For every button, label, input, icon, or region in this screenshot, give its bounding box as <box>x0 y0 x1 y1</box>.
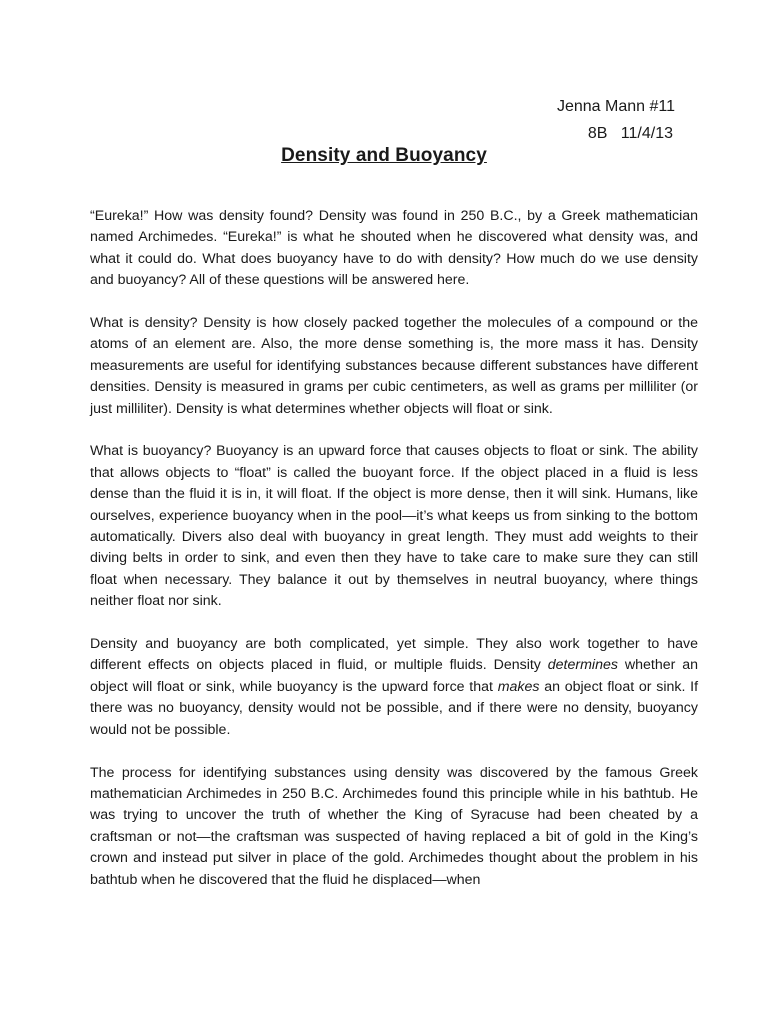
paragraph-text: whether an object will float or sink, while buoyancy is the upward force that <box>90 657 699 695</box>
emphasis-determines: determines <box>547 657 618 674</box>
paragraph-text: Density and buoyancy are both complicated, yet simple. They also work together to have different effects on objects placed in fluid, or multiple fluids. Density <box>90 636 698 674</box>
paragraph-buoyancy: What is buoyancy? Buoyancy is an upward force that causes objects to float or sink. The ability that allows objects to “float” is called the buoyant force. If the object placed in a fluid is less dense than the fluid it is in, it will float. If the object is more dense, then it will sink. Humans, like ourselves, experience buoyancy when in the pool—it’s what keeps us from sinking to the bottom automatically. Divers also deal with buoyancy in great length. They must add weights to their diving belts in order to sink, and even then they have to take care to make sure they can still float when necessary. They balance it out by themselves in neutral buoyancy, where things neither float nor sink. <box>90 443 698 610</box>
emphasis-makes: makes <box>497 678 540 695</box>
author-header <box>557 93 675 147</box>
document-body <box>90 206 698 912</box>
class-and-date: 8B 11/4/13 <box>587 125 673 142</box>
document-title: Density and Buoyancy <box>281 145 487 166</box>
paragraph-density: What is density? Density is how closely packed together the molecules of a compound or the atoms of an element are. Also, the more dense something is, the more mass it has. Density measurements are useful for identifying substances because different substances have different densities. Density is measured in grams per cubic centimeters, as well as grams per milliliter (or just milliliter). Density is what determines whether objects will float or sink. <box>90 315 698 417</box>
paragraph-text: an object float or sink. If there was no buoyancy, density would not be possible, and if there were no density, buoyancy would not be possible. <box>90 678 699 738</box>
paragraph-density-and-buoyancy <box>90 634 698 741</box>
paragraph-archimedes: The process for identifying substances using density was discovered by the famous Greek mathematician Archimedes in 250 B.C. Archimedes found this principle while in his bathtub. He was trying to uncover the truth of whether the King of Syracuse had been cheated by a craftsman or not—the craftsman was suspected of having replaced a bit of gold in the King’s crown and instead put silver in place of the gold. Archimedes thought about the problem in his bathtub when he discovered that the fluid he displaced—when <box>90 764 698 888</box>
author-name: Jenna Mann #11 <box>556 98 675 115</box>
paragraph-intro: “Eureka!” How was density found? Density was found in 250 B.C., by a Greek mathematician named Archimedes. “Eureka!” is what he shouted when he discovered what density was, and what it could do. What does buoyancy have to do with density? How much do we use density and buoyancy? All of these questions will be answered here. <box>90 208 698 289</box>
